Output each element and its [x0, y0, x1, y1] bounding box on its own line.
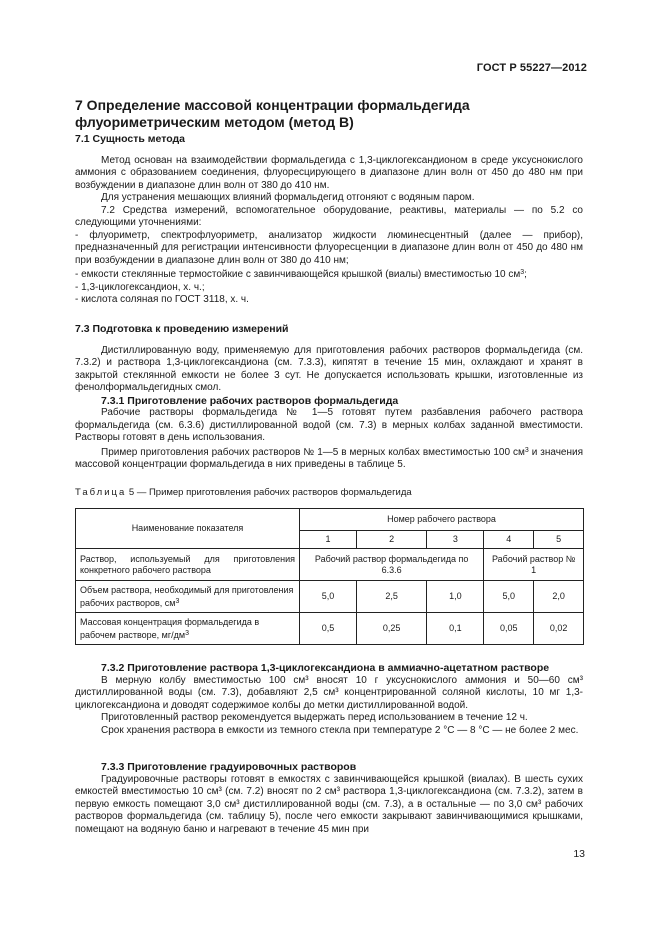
- table-cell: Рабочий раствор формальдегида по 6.3.6: [300, 549, 484, 581]
- subsection-title: 7.3.2 Приготовление раствора 1,3-циклогександиона в аммиачно-ацетатном растворе: [101, 662, 550, 674]
- table-5: [75, 508, 584, 645]
- subsection-title: 7.3 Подготовка к проведению измерений: [75, 323, 289, 335]
- table-cell: 0,1: [427, 613, 484, 645]
- table-cell: 2,5: [357, 581, 427, 613]
- paragraph: Для устранения мешающих влияний формальдегид отгоняют с водяным паром.: [101, 192, 475, 203]
- section-title-line2: флуориметрическим методом (метод В): [75, 114, 354, 130]
- paragraph: Приготовленный раствор рекомендуется выдержать перед использованием в течение 12 ч.: [101, 712, 528, 723]
- table-row: [76, 549, 584, 581]
- subsection-title: 7.1 Сущность метода: [75, 133, 186, 145]
- table-cell: Массовая концентрация формальдегида в рабочем растворе, $мг/дм^3$: [76, 613, 300, 645]
- subsection-title: 7.3.3 Приготовление градуировочных растворов: [101, 761, 357, 773]
- table-col-header: 2: [357, 531, 427, 549]
- section-7-3-2: [75, 662, 583, 737]
- section-7-3-3: [75, 761, 583, 836]
- table-col-header: 5: [534, 531, 584, 549]
- table-cell: 1,0: [427, 581, 484, 613]
- table-cell: 0,25: [357, 613, 427, 645]
- paragraph: В мерную колбу вместимостью 100 см³ вносят 10 г уксуснокислого аммония и 50—60 см³ дистиллированной воды (см. 7.3), добавляют 2,5 см³ концентрированной соляной кислоты, 10 мг 1,3-циклогександиона и доводят содержимое колбы до метки дистиллированной водой.: [75, 674, 583, 711]
- table-row: [76, 613, 584, 645]
- table-cell: 5,0: [484, 581, 534, 613]
- subsection-title: 7.3.1 Приготовление рабочих растворов формальдегида: [101, 394, 399, 407]
- table-cell: 0,02: [534, 613, 584, 645]
- table-cell: 0,5: [300, 613, 357, 645]
- list-item: - флуориметр, спектрофлуориметр, анализатор жидкости люминесцентный (далее — прибор), предназначенный для регистрации интенсивности флуоресценции в диапазоне длин волн от 450 до 480 нм при возбуждении в диапазоне длин волн от 380 до 410 нм;: [75, 229, 583, 266]
- table-col-header: 4: [484, 531, 534, 549]
- section-title: [75, 97, 525, 131]
- table-header-label: Наименование показателя: [76, 509, 300, 549]
- paragraph: Пример приготовления рабочих растворов № 1—5 в мерных колбах вместимостью 100 $см^3$ и значения массовой концентрации формальдегида в них приведены в таблице 5.: [75, 446, 583, 470]
- paragraph: Рабочие растворы формальдегида № 1—5 готовят путем разбавления рабочего раствора формальдегида (см. 6.3.6) дистиллированной водой (см. 7.3) в мерных колбах заданной вместимости. Растворы готовят в день использования.: [75, 407, 583, 443]
- table-cell: Рабочий раствор № 1: [484, 549, 584, 581]
- paragraph: Срок хранения раствора в емкости из темного стекла при температуре 2 °С — 8 °С — не более 2 мес.: [101, 724, 579, 736]
- document-id: ГОСТ Р 55227—2012: [476, 62, 587, 74]
- paragraph: Метод основан на взаимодействии формальдегида с 1,3-циклогександионом в среде уксуснокислого аммония с образованием соединения, флуоресцирующего в диапазоне длин волн от 450 до 480 нм при возбуждении в диапазоне длин волн от 380 до 410 нм.: [75, 154, 583, 191]
- paragraph: Градуировочные растворы готовят в емкостях с завинчивающейся крышкой (виалах). В шесть сухих емкостей вместимостью 10 см³ (см. 7.2) вносят по 2 см³ раствора 1,3-циклогександиона (см. 7.3.2), затем в первую емкость помещают 3,0 см³ дистиллированной воды (см. 7.3), а в остальные — по 3,0 см³ рабочих растворов формальдегида (см. таблицу 5), после чего емкости закрывают завинчивающимися крышками, помещают на водяную баню и нагревают в течение 45 мин при: [75, 773, 583, 835]
- table-cell: 0,05: [484, 613, 534, 645]
- table-caption: Таблица 5 — Пример приготовления рабочих растворов формальдегида: [75, 487, 412, 498]
- paragraph: Дистиллированную воду, применяемую для приготовления рабочих растворов формальдегида (см. 7.3.2) и раствора 1,3-циклогександиона (см. 7.3.3), кипятят в течение 15 мин, охлаждают и хранят в закрытой стеклянной емкости не более 3 сут. Не допускается использовать крышки, изготовленные из фенолформальдегидных смол.: [75, 344, 583, 393]
- table-col-header: 3: [427, 531, 484, 549]
- table-row: [76, 581, 584, 613]
- table-cell: Раствор, используемый для приготовления конкретного рабочего раствора: [76, 549, 300, 581]
- table-cell: Объем раствора, необходимый для приготовления рабочих растворов, $см^3$: [76, 581, 300, 613]
- table-cell: 5,0: [300, 581, 357, 613]
- section-7-1: [75, 133, 583, 307]
- page-number: 13: [573, 848, 585, 860]
- section-7-3: [75, 323, 583, 472]
- table-group-header: Номер рабочего раствора: [300, 509, 584, 531]
- list-item: - 1,3-циклогександион, х. ч.;: [75, 281, 205, 293]
- list-item: - кислота соляная по ГОСТ 3118, х. ч.: [75, 294, 249, 305]
- section-title-line1: 7 Определение массовой концентрации формальдегида: [75, 97, 470, 113]
- table-cell: 2,0: [534, 581, 584, 613]
- paragraph: 7.2 Средства измерений, вспомогательное оборудование, реактивы, материалы — по 5.2 со следующими уточнениями:: [75, 204, 583, 228]
- table-col-header: 1: [300, 531, 357, 549]
- list-item: - емкости стеклянные термостойкие с завинчивающейся крышкой (виалы) вместимостью 10 $см^3$;: [75, 269, 527, 280]
